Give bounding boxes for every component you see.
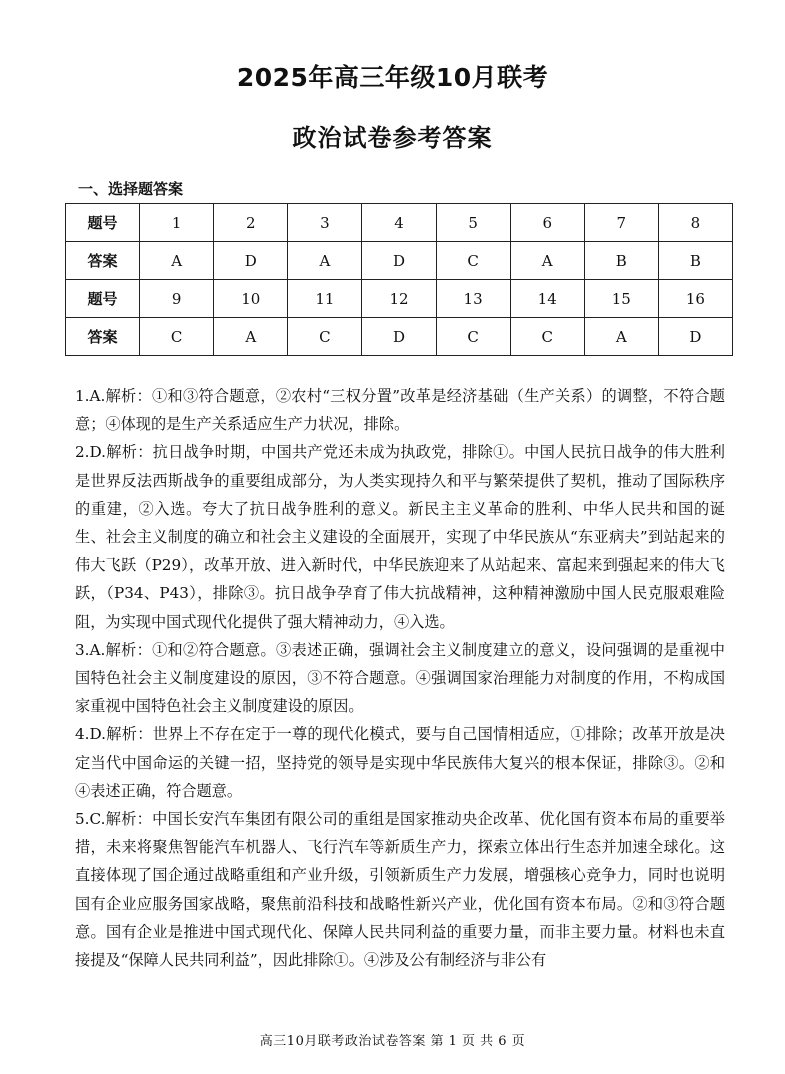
answer-cell: C [140,318,214,356]
answer-cell: C [436,242,510,280]
answer-cell: D [362,318,436,356]
question-number: 2 [214,204,288,242]
question-number: 7 [584,204,658,242]
table-row-questions-2 [66,280,733,318]
row-label-answer: 答案 [66,242,140,280]
explanation-paragraph: 4.D.解析：世界上不存在定于一尊的现代化模式，要与自己国情相适应，①排除；改革开放是决定当代中国命运的关键一招，坚持党的领导是实现中华民族伟大复兴的根本保证，排除③。②和④表述正确，符合题意。 [75,725,725,800]
question-number: 4 [362,204,436,242]
question-number: 9 [140,280,214,318]
question-number: 15 [584,280,658,318]
answer-cell: D [362,242,436,280]
page-title: 2025年高三年级10月联考 [236,63,549,92]
section-heading: 一、选择题答案 [78,180,184,198]
page-footer: 高三10月联考政治试卷答案 第 1 页 共 6 页 [259,1034,526,1049]
row-label-answer: 答案 [66,318,140,356]
explanation-paragraph: 2.D.解析：抗日战争时期，中国共产党还未成为执政党，排除①。中国人民抗日战争的伟大胜利是世界反法西斯战争的重要组成部分，为人类实现持久和平与繁荣提供了契机，推动了国际秩序的重建，②入选。夸大了抗日战争胜利的意义。新民主主义革命的胜利、中华人民共和国的诞生、社会主义制度的确立和社会主义建设的全面展开，实现了中华民族从“东亚病夫”到站起来的伟大飞跃（P29），改革开放、进入新时代，中华民族迎来了从站起来、富起来到强起来的伟大飞跃，（P34、P43），排除③。抗日战争孕育了伟大抗战精神，这种精神激励中国人民克服艰难险阻，为实现中国式现代化提供了强大精神动力，④入选。 [75,443,725,631]
question-number: 13 [436,280,510,318]
question-number: 5 [436,204,510,242]
page-subtitle: 政治试卷参考答案 [292,124,493,152]
answer-cell: C [288,318,362,356]
explanation-paragraph: 5.C.解析：中国长安汽车集团有限公司的重组是国家推动央企改革、优化国有资本布局的重要举措，未来将聚焦智能汽车机器人、飞行汽车等新质生产力，探索立体出行生态并加速全球化。这直接体现了国企通过战略重组和产业升级，引领新质生产力发展，增强核心竞争力，同时也说明国有企业应服务国家战略，聚焦前沿科技和战略性新兴产业，优化国有资本布局。②和③符合题意。国有企业是推进中国式现代化、保障人民共同利益的重要力量，而非主要力量。材料也未直接提及“保障人民共同利益”，因此排除①。④涉及公有制经济与非公有 [75,810,725,970]
answer-cell: B [658,242,732,280]
row-label-question: 题号 [66,280,140,318]
table-row-questions-1 [66,204,733,242]
answer-cell: C [436,318,510,356]
answer-cell: A [584,318,658,356]
answer-cell: A [214,318,288,356]
question-number: 16 [658,280,732,318]
question-number: 10 [214,280,288,318]
explanation-paragraph: 3.A.解析：①和②符合题意。③表述正确，强调社会主义制度建立的意义，设问强调的是重视中国特色社会主义制度建设的原因，③不符合题意。④强调国家治理能力对制度的作用，不构成国家重视中国特色社会主义制度建设的原因。 [75,640,725,716]
explanations-body [75,382,725,974]
table-row-answers-1 [66,242,733,280]
answer-cell: D [658,318,732,356]
answer-cell: D [214,242,288,280]
answer-cell: B [584,242,658,280]
row-label-question: 题号 [66,204,140,242]
answer-cell: A [140,242,214,280]
question-number: 6 [510,204,584,242]
answer-cell: C [510,318,584,356]
question-number: 14 [510,280,584,318]
question-number: 3 [288,204,362,242]
question-number: 12 [362,280,436,318]
question-number: 1 [140,204,214,242]
answer-cell: A [510,242,584,280]
table-row-answers-2 [66,318,733,356]
question-number: 8 [658,204,732,242]
explanation-paragraph: 1.A.解析：①和③符合题意，②农村“三权分置”改革是经济基础（生产关系）的调整，不符合题意；④体现的是生产关系适应生产力状况，排除。 [75,387,725,434]
answer-table [65,203,733,356]
answer-cell: A [288,242,362,280]
question-number: 11 [288,280,362,318]
